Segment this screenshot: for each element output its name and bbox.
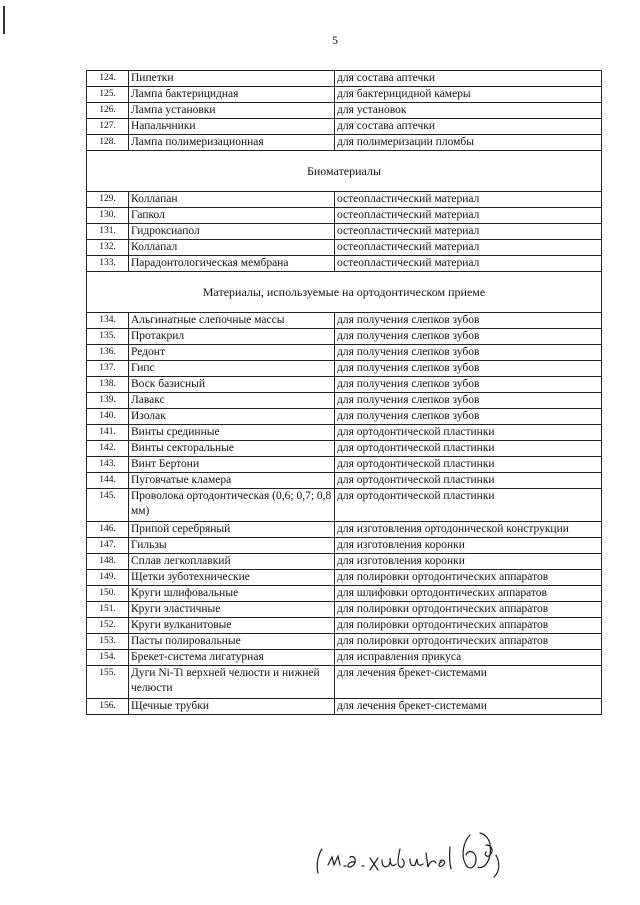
item-purpose: для полировки ортодонтических аппаратов — [335, 634, 602, 650]
row-number: 149. — [87, 570, 129, 586]
item-purpose: для полировки ортодонтических аппаратов — [335, 602, 602, 618]
item-purpose: для состава аптечки — [335, 71, 602, 87]
table-row — [87, 650, 602, 666]
item-purpose: для ортодонтической пластинки — [335, 425, 602, 441]
item-purpose: для ортодонтической пластинки — [335, 441, 602, 457]
row-number: 139. — [87, 393, 129, 409]
item-name: Редонт — [129, 345, 335, 361]
item-name: Винты срединные — [129, 425, 335, 441]
table-row — [87, 361, 602, 377]
table-row — [87, 602, 602, 618]
table-row — [87, 256, 602, 272]
item-name: Дуги Ni-Ti верхней челюсти и нижней челюсти — [129, 666, 335, 699]
table-row — [87, 441, 602, 457]
item-name: Коллапал — [129, 240, 335, 256]
item-purpose: для полировки ортодонтических аппаратов — [335, 618, 602, 634]
item-name: Парадонтологическая мембрана — [129, 256, 335, 272]
table-row — [87, 329, 602, 345]
item-purpose: остеопластический материал — [335, 224, 602, 240]
item-purpose: для получения слепков зубов — [335, 393, 602, 409]
table-row — [87, 473, 602, 489]
item-name: Брекет-система лигатурная — [129, 650, 335, 666]
item-name: Круги эластичные — [129, 602, 335, 618]
item-purpose: для бактерицидной камеры — [335, 87, 602, 103]
table-row — [87, 570, 602, 586]
row-number: 147. — [87, 538, 129, 554]
item-purpose: для получения слепков зубов — [335, 377, 602, 393]
item-purpose: для получения слепков зубов — [335, 329, 602, 345]
row-number: 152. — [87, 618, 129, 634]
table-row — [87, 119, 602, 135]
item-purpose: для изготовления ортодонической конструкции — [335, 522, 602, 538]
table-row — [87, 103, 602, 119]
section-title: Материалы, используемые на ортодонтическом приеме — [87, 272, 602, 313]
row-number: 155. — [87, 666, 129, 699]
item-purpose: для изготовления коронки — [335, 538, 602, 554]
item-name: Лавакс — [129, 393, 335, 409]
table-row — [87, 554, 602, 570]
item-purpose: остеопластический материал — [335, 256, 602, 272]
row-number: 150. — [87, 586, 129, 602]
item-name: Гидроксиапол — [129, 224, 335, 240]
table-row — [87, 457, 602, 473]
section-header-row — [87, 272, 602, 313]
row-number: 133. — [87, 256, 129, 272]
row-number: 148. — [87, 554, 129, 570]
table-row — [87, 425, 602, 441]
item-name: Изолак — [129, 409, 335, 425]
table-row — [87, 377, 602, 393]
item-purpose: для получения слепков зубов — [335, 409, 602, 425]
item-name: Круги шлифовальные — [129, 586, 335, 602]
section-title: Биоматериалы — [87, 151, 602, 192]
table-row — [87, 618, 602, 634]
item-purpose: остеопластический материал — [335, 192, 602, 208]
item-purpose: остеопластический материал — [335, 240, 602, 256]
row-number: 129. — [87, 192, 129, 208]
item-purpose: остеопластический материал — [335, 208, 602, 224]
item-name: Гильзы — [129, 538, 335, 554]
item-purpose: для ортодонтической пластинки — [335, 489, 602, 522]
item-name: Протакрил — [129, 329, 335, 345]
item-purpose: для полимеризации пломбы — [335, 135, 602, 151]
row-number: 143. — [87, 457, 129, 473]
item-name: Лампа полимеризационная — [129, 135, 335, 151]
item-purpose: для лечения брекет-системами — [335, 666, 602, 699]
row-number: 146. — [87, 522, 129, 538]
table-row — [87, 634, 602, 650]
item-name: Напальчники — [129, 119, 335, 135]
row-number: 156. — [87, 699, 129, 715]
table-row — [87, 87, 602, 103]
table-row — [87, 71, 602, 87]
row-number: 154. — [87, 650, 129, 666]
row-number: 145. — [87, 489, 129, 522]
table-row — [87, 699, 602, 715]
item-purpose: для установок — [335, 103, 602, 119]
item-purpose: для шлифовки ортодонтических аппаратов — [335, 586, 602, 602]
row-number: 124. — [87, 71, 129, 87]
item-purpose: для ортодонтической пластинки — [335, 473, 602, 489]
row-number: 125. — [87, 87, 129, 103]
item-name: Круги вулканитовые — [129, 618, 335, 634]
item-purpose: для получения слепков зубов — [335, 361, 602, 377]
item-purpose: для изготовления коронки — [335, 554, 602, 570]
table-row — [87, 409, 602, 425]
item-purpose: для лечения брекет-системами — [335, 699, 602, 715]
table-row — [87, 240, 602, 256]
item-name: Коллапан — [129, 192, 335, 208]
row-number: 131. — [87, 224, 129, 240]
row-number: 142. — [87, 441, 129, 457]
item-purpose: для получения слепков зубов — [335, 313, 602, 329]
table-row — [87, 313, 602, 329]
row-number: 126. — [87, 103, 129, 119]
item-purpose: для состава аптечки — [335, 119, 602, 135]
table-row — [87, 538, 602, 554]
row-number: 138. — [87, 377, 129, 393]
item-name: Сплав легкоплавкий — [129, 554, 335, 570]
page-number: 5 — [332, 33, 338, 47]
row-number: 135. — [87, 329, 129, 345]
section-header-row — [87, 151, 602, 192]
table-row — [87, 666, 602, 699]
item-name: Гапкол — [129, 208, 335, 224]
handwritten-signature — [310, 825, 540, 885]
row-number: 141. — [87, 425, 129, 441]
item-name: Щетки зуботехнические — [129, 570, 335, 586]
row-number: 136. — [87, 345, 129, 361]
table-row — [87, 522, 602, 538]
item-name: Пипетки — [129, 71, 335, 87]
row-number: 144. — [87, 473, 129, 489]
table-row — [87, 208, 602, 224]
row-number: 127. — [87, 119, 129, 135]
item-name: Проволока ортодонтическая (0,6; 0,7; 0,8 мм) — [129, 489, 335, 522]
table-row — [87, 135, 602, 151]
row-number: 140. — [87, 409, 129, 425]
table-row — [87, 586, 602, 602]
item-name: Винт Бертони — [129, 457, 335, 473]
table-row — [87, 192, 602, 208]
item-name: Альгинатные слепочные массы — [129, 313, 335, 329]
item-name: Лампа бактерицидная — [129, 87, 335, 103]
row-number: 151. — [87, 602, 129, 618]
item-name: Пуговчатые кламера — [129, 473, 335, 489]
item-name: Винты секторальные — [129, 441, 335, 457]
item-purpose: для получения слепков зубов — [335, 345, 602, 361]
table-row — [87, 489, 602, 522]
row-number: 132. — [87, 240, 129, 256]
table-body — [87, 71, 602, 715]
item-purpose: для полировки ортодонтических аппаратов — [335, 570, 602, 586]
row-number: 153. — [87, 634, 129, 650]
item-name: Воск базисный — [129, 377, 335, 393]
item-name: Припой серебряный — [129, 522, 335, 538]
row-number: 128. — [87, 135, 129, 151]
item-purpose: для исправления прикуса — [335, 650, 602, 666]
table-row — [87, 224, 602, 240]
item-name: Пасты полировальные — [129, 634, 335, 650]
scan-edge-mark — [3, 6, 8, 34]
row-number: 137. — [87, 361, 129, 377]
item-name: Щечные трубки — [129, 699, 335, 715]
item-name: Лампа установки — [129, 103, 335, 119]
item-purpose: для ортодонтической пластинки — [335, 457, 602, 473]
materials-table — [86, 70, 602, 715]
item-name: Гипс — [129, 361, 335, 377]
row-number: 134. — [87, 313, 129, 329]
row-number: 130. — [87, 208, 129, 224]
table-row — [87, 393, 602, 409]
table-row — [87, 345, 602, 361]
